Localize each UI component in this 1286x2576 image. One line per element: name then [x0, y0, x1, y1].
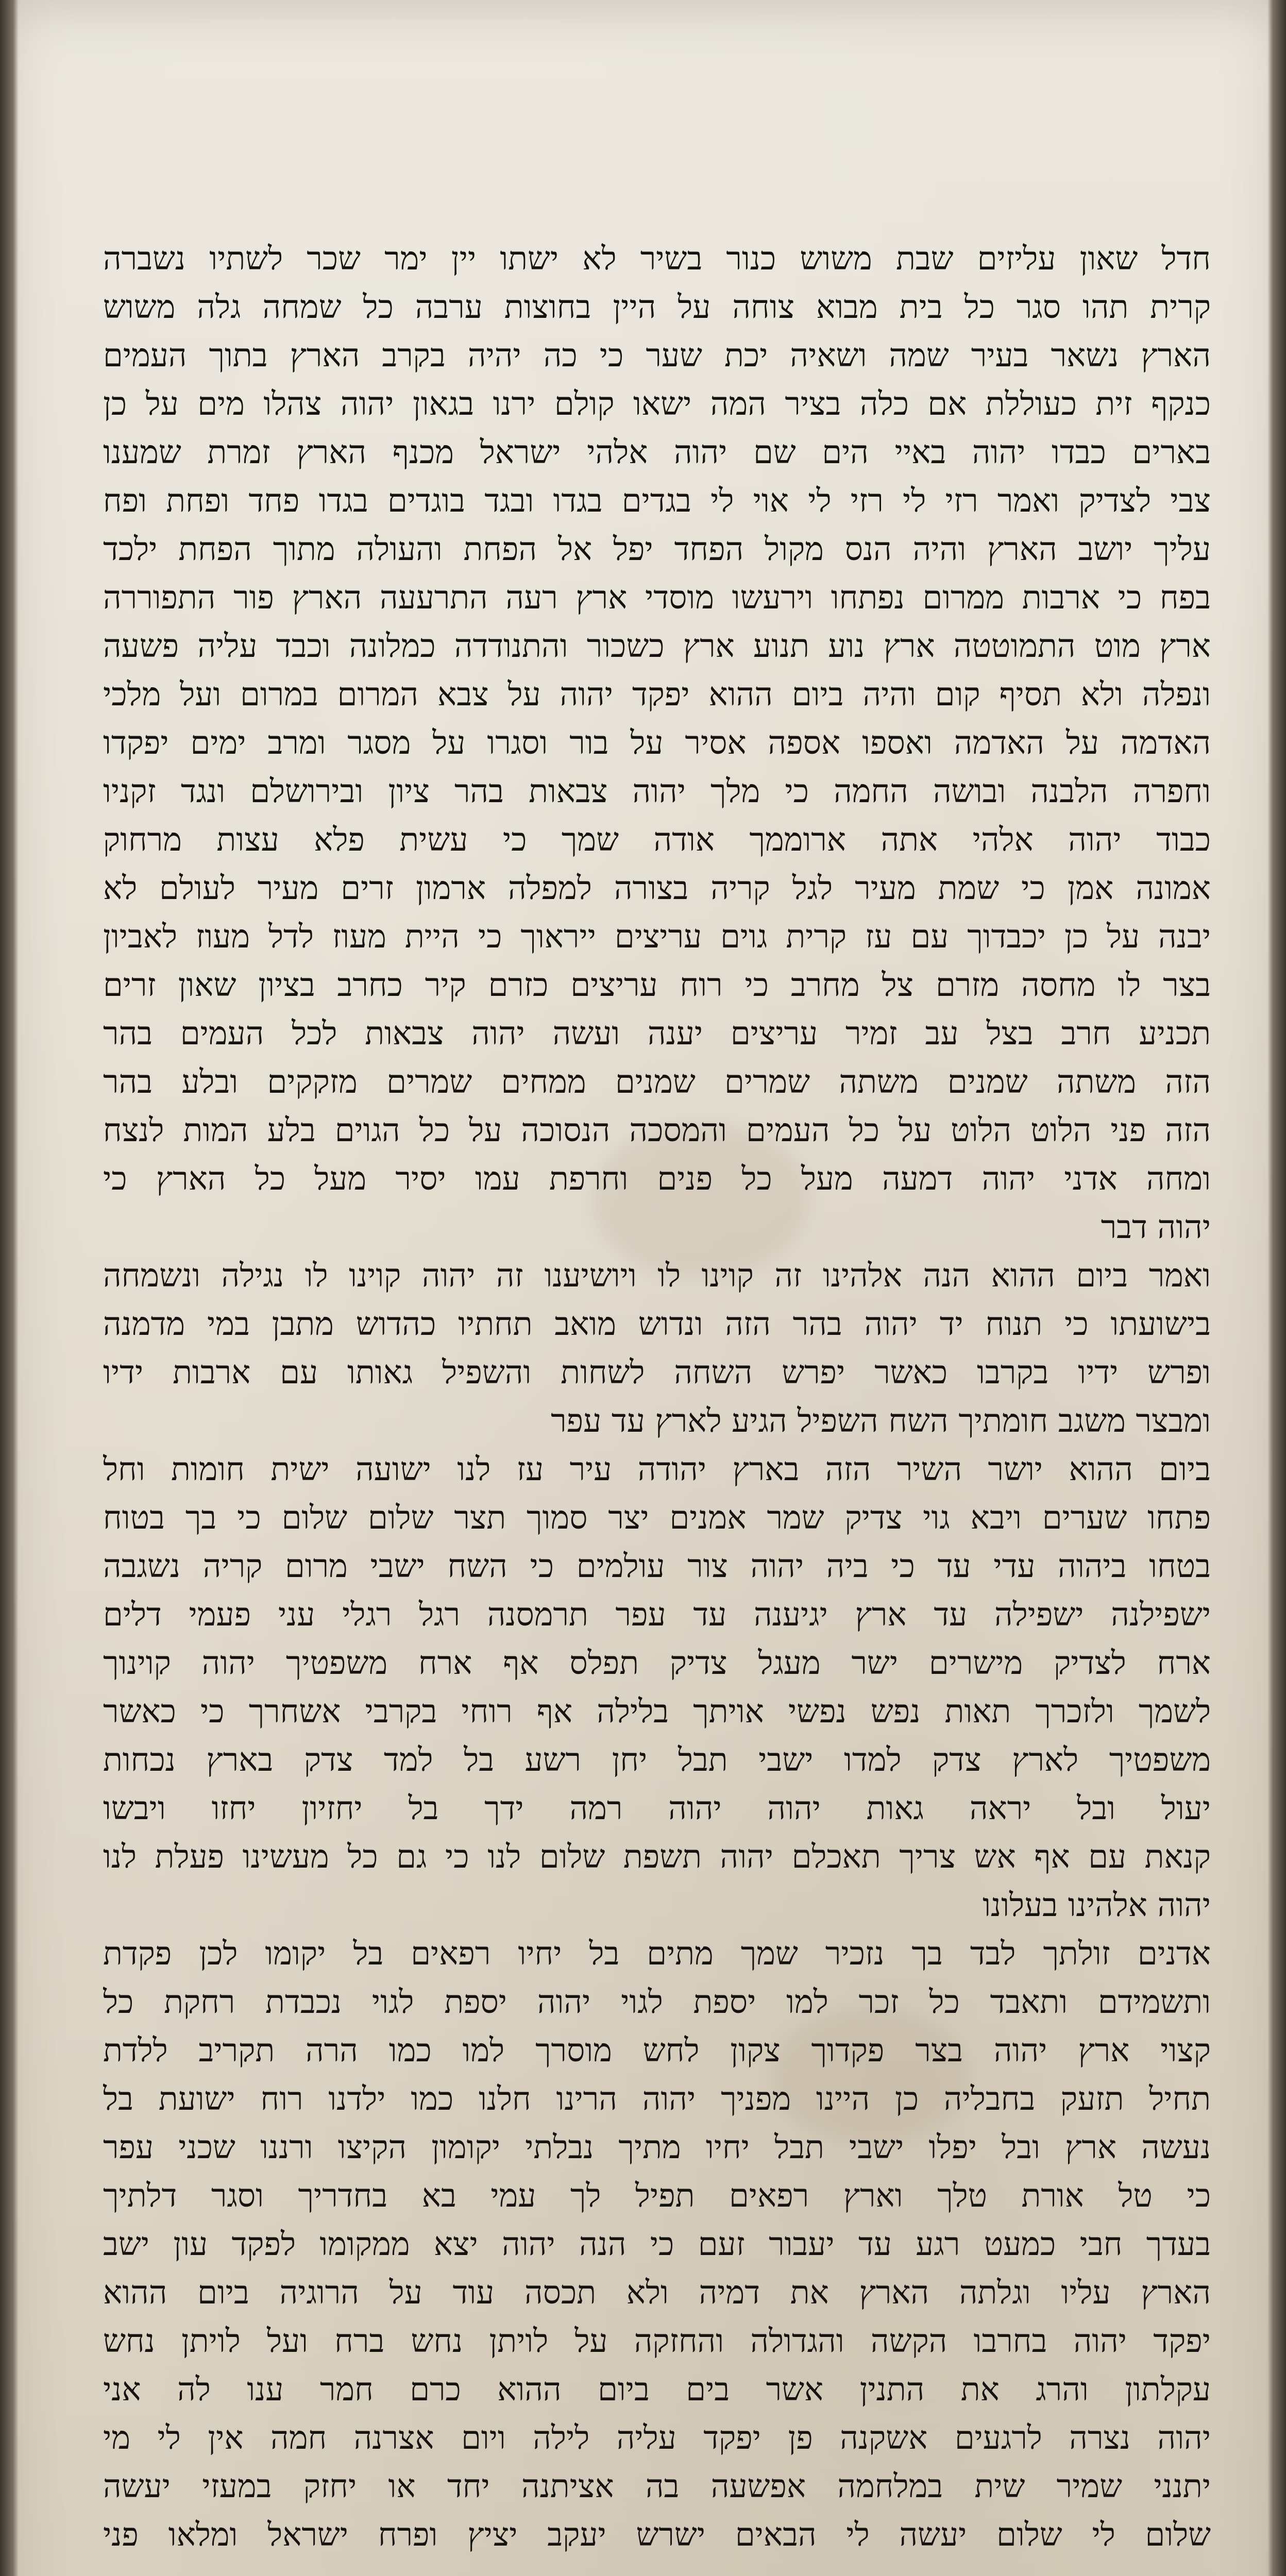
text-line: וחפרה הלבנה ובושה החמה כי מלך יהוה צבאות בהר ציון ובירושלם ונגד זקניו	[103, 772, 1211, 810]
text-line: משפטיך לארץ צדק למדו ישבי תבל יחן רשע בל למד צדק בארץ נכחות	[103, 1741, 1211, 1778]
scroll-edge-right	[1267, 0, 1286, 2576]
text-line: יפקד יהוה בחרבו הקשה והגדולה והחזקה על לויתן נחש ברח ועל לויתן נחש	[103, 2322, 1211, 2360]
text-line: הארץ עליו וגלתה הארץ את דמיה ולא תכסה עוד על הרוגיה ביום ההוא	[103, 2274, 1211, 2311]
text-line: לשמך ולזכרך תאות נפש נפשי אויתך בלילה אף רוחי בקרבי אשחרך כי כאשר	[103, 1692, 1211, 1730]
text-line: ונפלה ולא תסיף קום והיה ביום ההוא יפקד יהוה על צבא המרום במרום ועל מלכי	[103, 675, 1211, 713]
text-line: קרית תהו סגר כל בית מבוא צוחה על היין בחוצות ערבה כל שמחה גלה משוש	[103, 288, 1211, 326]
text-line: כנקף זית כעוללת אם כלה בציר המה ישאו קולם ירנו בגאון יהוה צהלו מים על כן	[103, 385, 1211, 422]
text-line: קצוי ארץ יהוה בצר פקדוך צקון לחש מוסרך למו כמו הרה תקריב ללדת	[103, 2031, 1211, 2069]
text-line: הזה פני הלוט הלוט על כל העמים והמסכה הנסוכה על כל הגוים בלע המות לנצח	[103, 1111, 1211, 1149]
text-line: ותשמידם ותאבד כל זכר למו יספת לגוי יהוה יספת לגוי נכבדת רחקת כל	[103, 1983, 1211, 2021]
text-line: יהוה דבר	[1101, 1208, 1211, 1246]
text-line: בטחו ביהוה עדי עד כי ביה יהוה צור עולמים כי השח ישבי מרום קריה נשגבה	[103, 1547, 1211, 1585]
text-line: בעדך חבי כמעט רגע עד יעבור זעם כי הנה יהוה יצא ממקומו לפקד עון ישב	[103, 2225, 1211, 2263]
text-line: חדל שאון עליזים שבת משוש כנור בשיר לא ישתו יין ימר שכר לשתיו נשברה	[103, 240, 1211, 277]
text-line: ארח לצדיק מישרים ישר מעגל צדיק תפלס אף ארח משפטיך יהוה קוינוך	[103, 1644, 1211, 1682]
text-line: תכניע חרב בצל עב זמיר עריצים יענה ועשה יהוה צבאות לכל העמים בהר	[103, 1014, 1211, 1052]
text-line: אדנים זולתך לבד בך נזכיר שמך מתים בל יחיו רפאים בל יקומו לכן פקדת	[103, 1935, 1211, 1972]
text-line: יבנה על כן יכבדוך עם עז קרית גוים עריצים ייראוך כי היית מעוז לדל מעוז לאביון	[103, 918, 1211, 955]
text-line: ארץ מוט התמוטטה ארץ נוע תנוע ארץ כשכור והתנודדה כמלונה וכבד עליה פשעה	[103, 627, 1211, 665]
text-line: ביום ההוא יושר השיר הזה בארץ יהודה עיר עז לנו ישועה ישית חומות וחל	[103, 1450, 1211, 1488]
text-line: עליך יושב הארץ והיה הנס מקול הפחד יפל אל הפחת והעולה מתוך הפחת ילכד	[103, 530, 1211, 568]
scroll-edge-left	[0, 0, 19, 2576]
text-line: נעשה ארץ ובל יפלו ישבי תבל יחיו מתיך נבלתי יקומון הקיצו ורננו שכני עפר	[103, 2128, 1211, 2166]
text-line: תחיל תזעק בחבליה כן היינו מפניך יהוה הרינו חלנו כמו ילדנו רוח ישועת בל	[103, 2080, 1211, 2117]
text-line: בצר לו מחסה מזרם צל מחרב כי רוח עריצים כזרם קיר כחרב בציון שאון זרים	[103, 966, 1211, 1004]
text-line: ומבצר משגב חומתיך השח השפיל הגיע לארץ עד עפר	[551, 1402, 1211, 1439]
text-line: יהוה אלהינו בעלונו	[983, 1886, 1211, 1924]
text-line: ומחה אדני יהוה דמעה מעל כל פנים וחרפת עמו יסיר מעל כל הארץ כי	[103, 1160, 1211, 1197]
text-line: יהוה נצרה לרגעים אשקנה פן יפקד עליה לילה ויום אצרנה חמה אין לי מי	[103, 2419, 1211, 2456]
text-line: ופרש ידיו בקרבו כאשר יפרש השחה לשחות והשפיל גאותו עם ארבות ידיו	[103, 1353, 1211, 1391]
text-line: בפח כי ארבות ממרום נפתחו וירעשו מוסדי ארץ רעה התרעעה הארץ פור התפוררה	[103, 579, 1211, 616]
text-line: פתחו שערים ויבא גוי צדיק שמר אמנים יצר סמוך תצר שלום שלום כי בך בטוח	[103, 1499, 1211, 1536]
text-line: ישפילנה ישפילה עד ארץ יגיענה עד עפר תרמסנה רגל רגלי עני פעמי דלים	[103, 1596, 1211, 1633]
text-line: עקלתון והרג את התנין אשר בים ביום ההוא כרם חמר ענו לה אני	[103, 2370, 1211, 2408]
text-line: שלום לי שלום יעשה לי הבאים ישרש יעקב יציץ ופרח ישראל ומלאו פני	[103, 2516, 1211, 2553]
text-line: כבוד יהוה אלהי אתה ארוממך אודה שמך כי עשית פלא עצות מרחוק	[103, 821, 1211, 858]
text-line: יעול ובל יראה גאות יהוה יהוה רמה ידך בל יחזיון יחזו ויבשו	[103, 1789, 1211, 1827]
text-line: האדמה על האדמה ואספו אספה אסיר על בור וסגרו על מסגר ומרב ימים יפקדו	[103, 724, 1211, 761]
text-line: יתנני שמיר שית במלחמה אפשעה בה אציתנה יחד או יחזק במעזי יעשה	[103, 2467, 1211, 2505]
text-line: קנאת עם אף אש צריך תאכלם יהוה תשפת שלום לנו כי גם כל מעשינו פעלת לנו	[103, 1838, 1211, 1875]
text-column	[103, 234, 1211, 2559]
text-line: בארים כבדו יהוה באיי הים שם יהוה אלהי ישראל מכנף הארץ זמרת שמענו	[103, 433, 1211, 471]
text-line: הארץ נשאר בעיר שמה ושאיה יכת שער כי כה יהיה בקרב הארץ בתוך העמים	[103, 336, 1211, 374]
text-line: אמונה אמן כי שמת מעיר לגל קריה בצורה למפלה ארמון זרים מעיר לעולם לא	[103, 869, 1211, 907]
text-line: ואמר ביום ההוא הנה אלהינו זה קוינו לו ויושיענו זה יהוה קוינו לו נגילה ונשמחה	[103, 1257, 1211, 1294]
text-line: הזה משתה שמנים משתה שמרים שמנים ממחים שמרים מזקקים ובלע בהר	[103, 1063, 1211, 1100]
text-line: צבי לצדיק ואמר רזי לי רזי לי אוי לי בגדים בגדו ובגד בוגדים בגדו פחד ופחת ופח	[103, 482, 1211, 519]
text-line: כי טל אורת טלך וארץ רפאים תפיל לך עמי בא בחדריך וסגר דלתיך	[103, 2177, 1211, 2214]
text-line: בישועתו כי תנוח יד יהוה בהר הזה ונדוש מואב תחתיו כהדוש מתבן במי מדמנה	[103, 1305, 1211, 1343]
